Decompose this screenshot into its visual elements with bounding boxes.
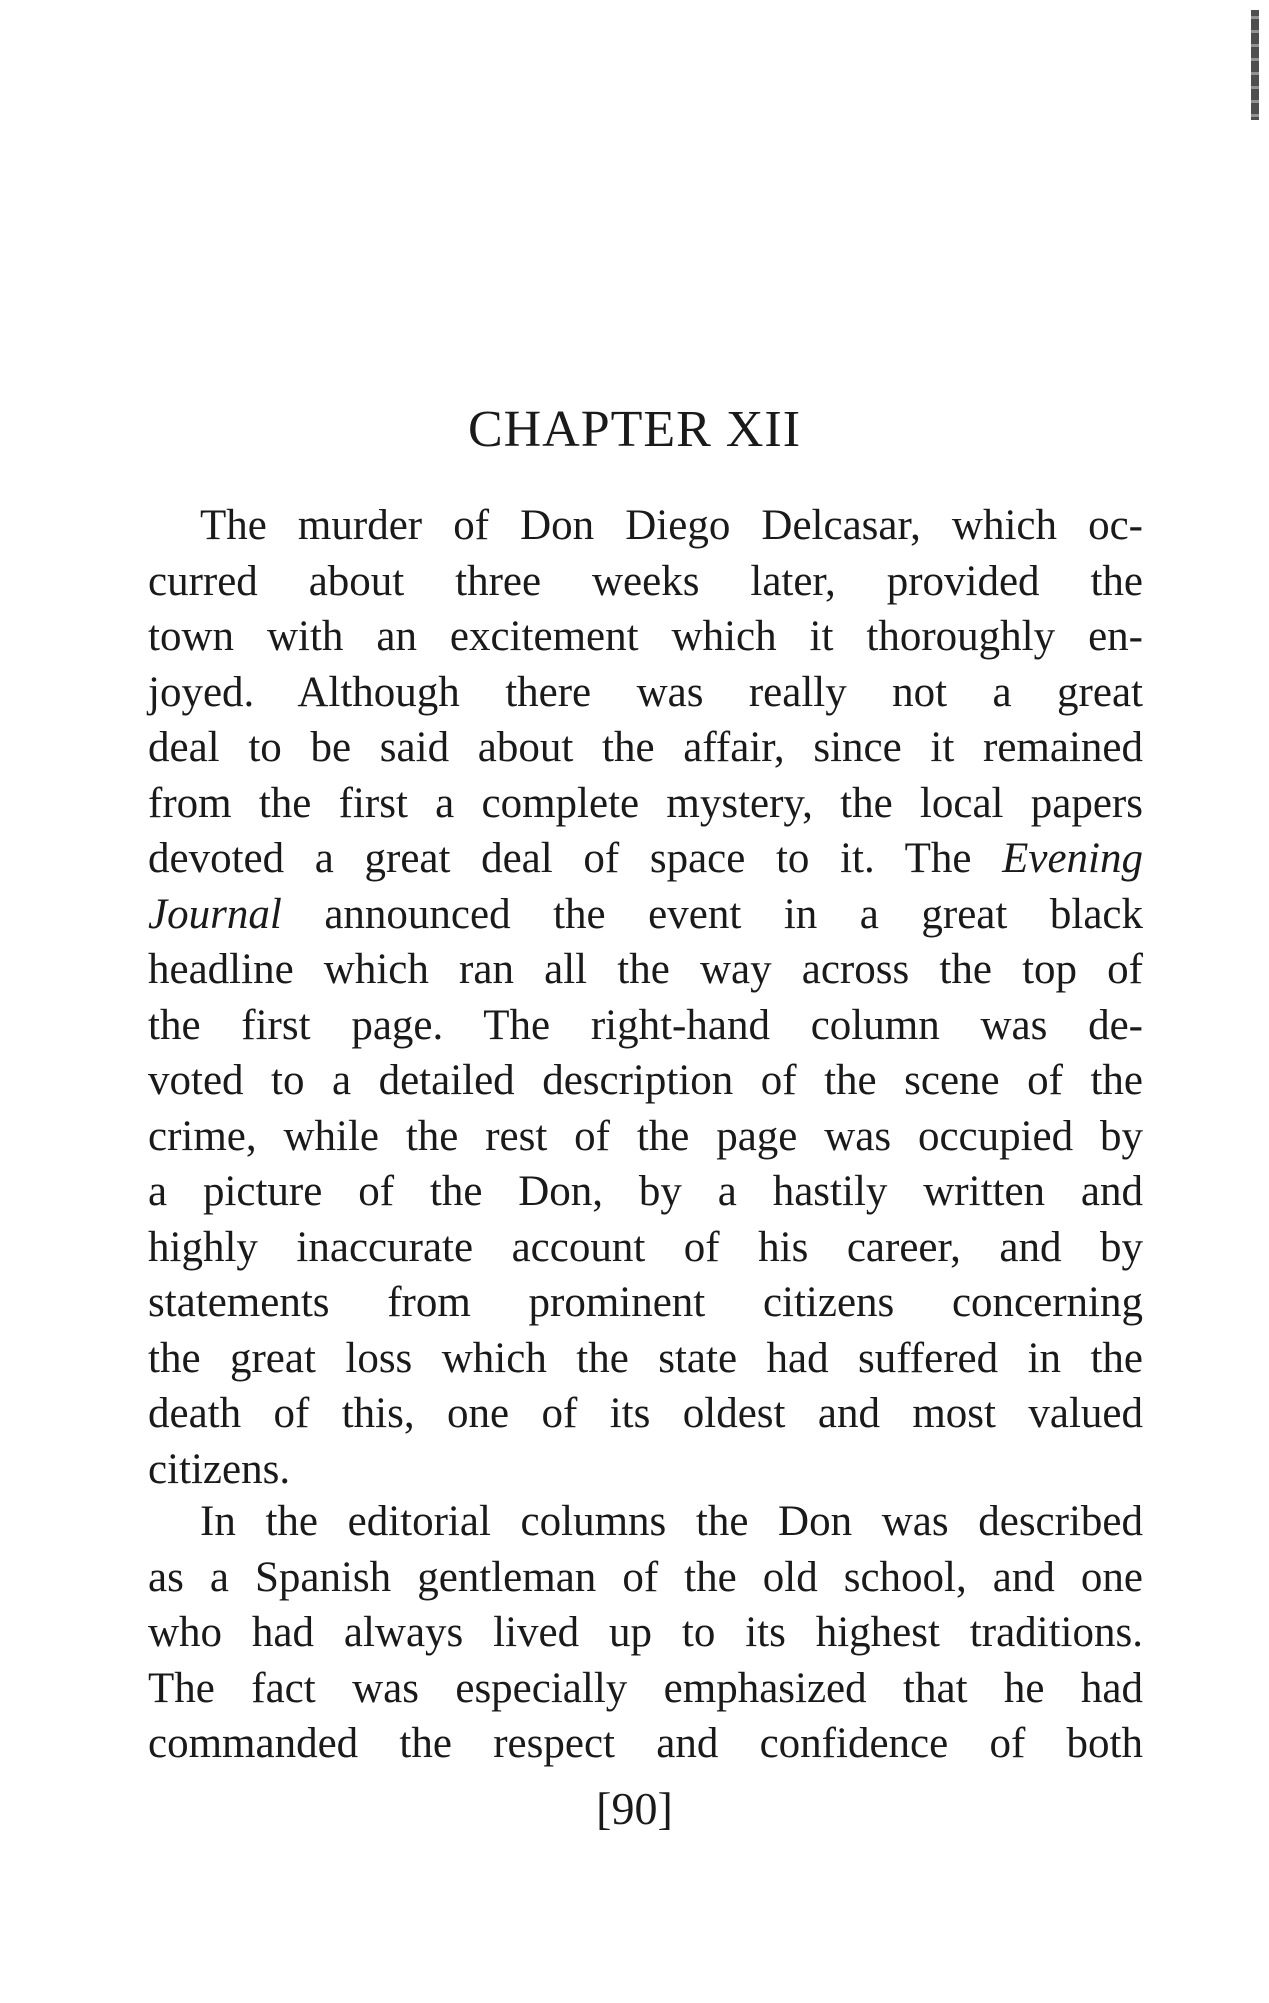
text-line: The fact was especially emphasized that he had [148, 1664, 1143, 1712]
text-line: curred about three weeks later, provided the [148, 557, 1143, 605]
text-line: statements from prominent citizens concerning [148, 1279, 1143, 1326]
text-line: the great loss which the state had suffered in the [148, 1334, 1143, 1382]
text-line: commanded the respect and confidence of both [148, 1720, 1143, 1767]
text-line: town with an excitement which it thoroughly en- [148, 613, 1143, 660]
text-line: who had always lived up to its highest traditions. [148, 1609, 1143, 1656]
text-line: deal to be said about the affair, since it remained [148, 724, 1143, 771]
text-line: highly inaccurate account of his career, and by [148, 1223, 1143, 1271]
paragraph-2 [148, 1494, 1143, 1772]
text-fragment: announced the event in a great black [324, 890, 1143, 938]
text-line-with-italic [148, 887, 1143, 943]
italic-newspaper-name: Journal [148, 890, 282, 938]
page-number: [90] [596, 1783, 673, 1834]
text-line: citizens. [148, 1445, 291, 1493]
italic-newspaper-name: Evening [1002, 835, 1144, 882]
text-line: from the first a complete mystery, the local papers [148, 779, 1143, 827]
text-line: The murder of Don Diego Delcasar, which oc- [200, 502, 1143, 549]
text-line: voted to a detailed description of the scene of the [148, 1057, 1143, 1104]
text-line: joyed. Although there was really not a great [148, 668, 1143, 716]
page-edge-mark [1251, 10, 1259, 120]
text-line: death of this, one of its oldest and most valued [148, 1390, 1143, 1437]
text-line: the first page. The right-hand column was de- [148, 1001, 1143, 1049]
paragraph-1 [148, 498, 1143, 1497]
text-line: In the editorial columns the Don was described [200, 1498, 1143, 1545]
text-line: headline which ran all the way across the top of [148, 946, 1143, 993]
text-line: as a Spanish gentleman of the old school, and one [148, 1553, 1143, 1601]
chapter-title: CHAPTER XII [467, 401, 802, 458]
text-line: crime, while the rest of the page was occupied by [148, 1112, 1143, 1160]
text-line-with-italic [148, 831, 1143, 887]
text-line: a picture of the Don, by a hastily written and [148, 1168, 1143, 1215]
text-fragment: devoted a great deal of space to it. The [148, 835, 972, 882]
